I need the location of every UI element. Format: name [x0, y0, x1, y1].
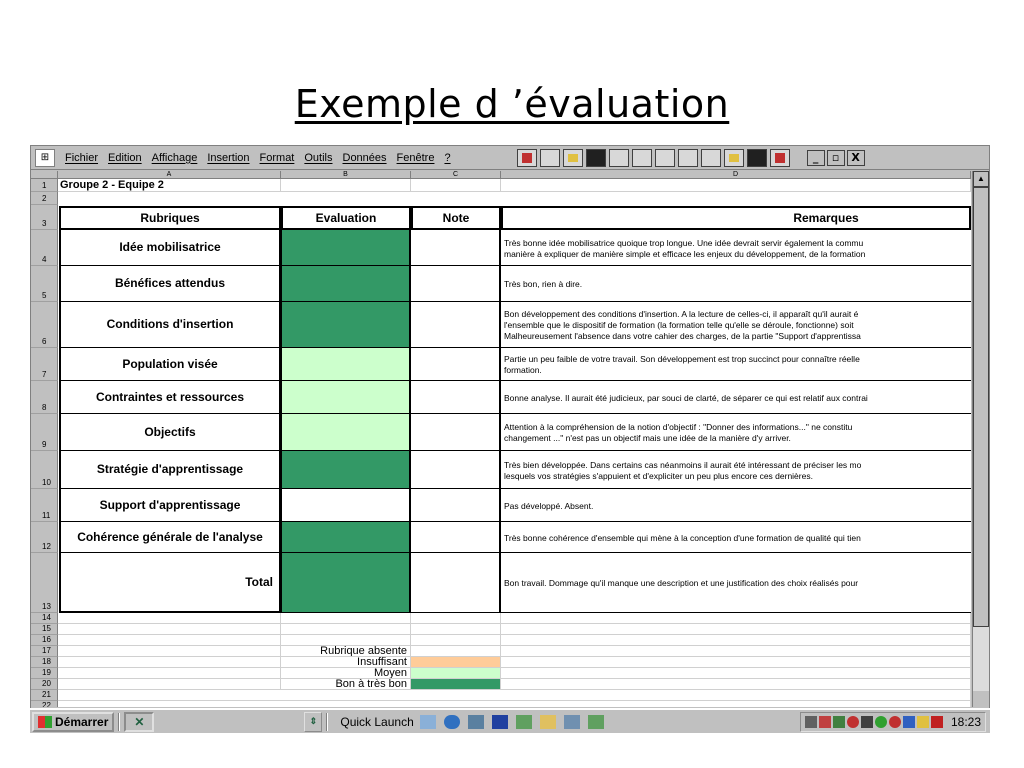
scroll-thumb[interactable] [973, 187, 989, 627]
cell[interactable] [501, 613, 971, 624]
cell[interactable] [281, 613, 411, 624]
cell[interactable] [501, 635, 971, 646]
menu-fichier[interactable]: Fichier [65, 151, 99, 164]
rubrique-cell[interactable]: Support d'apprentissage [59, 489, 281, 522]
word-icon[interactable] [492, 715, 508, 729]
note-cell[interactable] [411, 414, 501, 451]
toolbar [517, 149, 793, 167]
row-header[interactable]: 22 [31, 701, 58, 707]
explorer-icon[interactable] [588, 715, 604, 729]
legend-label: Rubrique absente [281, 646, 411, 657]
computer-icon[interactable] [564, 715, 580, 729]
remarque-cell[interactable]: Très bien développée. Dans certains cas néanmoins il aurait été intéressant de préciser les mo lesquels vos stratégies s'appuient et d'expliciter un peu plus encore ces dernières. [501, 451, 971, 489]
legend-label: Insuffisant [281, 657, 411, 668]
remarque-cell[interactable]: Très bon, rien à dire. [501, 266, 971, 302]
row-header[interactable]: 7 [31, 348, 58, 381]
rubrique-cell[interactable]: Cohérence générale de l'analyse [59, 522, 281, 553]
chart-icon[interactable] [517, 149, 537, 167]
vertical-scrollbar[interactable] [972, 171, 989, 707]
taskbar-separator [326, 713, 328, 731]
row-header[interactable]: 13 [31, 553, 58, 613]
cell[interactable] [411, 624, 501, 635]
separator-icon [586, 149, 606, 167]
form-icon[interactable] [678, 149, 698, 167]
cell[interactable] [501, 679, 971, 690]
cell[interactable] [58, 646, 281, 657]
row-header[interactable]: 3 [31, 205, 58, 230]
excel-task-icon[interactable]: ✕ [124, 712, 154, 732]
table-icon[interactable] [632, 149, 652, 167]
windows-taskbar [30, 708, 990, 733]
legend-swatch [411, 679, 501, 690]
cell[interactable] [58, 624, 281, 635]
row-header[interactable]: 9 [31, 414, 58, 451]
start-label: Démarrer [55, 714, 109, 729]
column-header-a[interactable]: A [58, 171, 281, 179]
excel-window [30, 145, 990, 733]
clipboard-icon[interactable] [701, 149, 721, 167]
tray-icon[interactable] [847, 716, 859, 728]
clock: 18:23 [950, 715, 981, 729]
minimize-button[interactable]: _ [807, 150, 825, 166]
cell[interactable] [58, 635, 281, 646]
quick-launch-icons [420, 715, 612, 729]
cell[interactable] [501, 624, 971, 635]
open-folder-icon[interactable] [563, 149, 583, 167]
remarque-cell[interactable]: Bon développement des conditions d'insertion. A la lecture de celles-ci, il apparaît qu'il aurait é l'ensemble que le dispositif de formation (la formation telle qu'elle se déroule, fonctionne) soit Malheureusement l'absence dans votre cahier des charges, de la partie "Support d'apprentissa [501, 302, 971, 348]
tray-icon[interactable] [889, 716, 901, 728]
help-icon[interactable] [747, 149, 767, 167]
menu-bar [31, 146, 989, 170]
menu-fenetre[interactable]: Fenêtre [396, 151, 435, 164]
system-tray [800, 712, 986, 732]
cell[interactable] [411, 635, 501, 646]
row-header[interactable]: 15 [31, 624, 58, 635]
rubrique-cell[interactable]: Objectifs [59, 414, 281, 451]
edit-icon[interactable] [420, 715, 436, 729]
highlighter-icon[interactable] [724, 149, 744, 167]
row-header[interactable]: 2 [31, 192, 58, 205]
cell[interactable] [501, 657, 971, 668]
menu-affichage[interactable]: Affichage [151, 151, 198, 164]
row-header[interactable]: 6 [31, 302, 58, 348]
evaluation-cell[interactable] [281, 414, 411, 451]
row-header[interactable]: 4 [31, 230, 58, 266]
excel-doc-icon[interactable]: ⊞ [35, 149, 55, 167]
row-header[interactable]: 5 [31, 266, 58, 302]
row-header[interactable]: 1 [31, 179, 58, 192]
note-cell[interactable] [411, 489, 501, 522]
evaluation-cell[interactable] [281, 348, 411, 381]
browser-icon[interactable] [444, 715, 460, 729]
folder-icon[interactable] [540, 715, 556, 729]
cell[interactable] [501, 668, 971, 679]
cell[interactable] [58, 701, 971, 707]
window-controls [805, 150, 865, 166]
row-header[interactable]: 11 [31, 489, 58, 522]
cell[interactable] [281, 624, 411, 635]
row-header[interactable]: 20 [31, 679, 58, 690]
legend-label: Bon à très bon [281, 679, 411, 690]
rubrique-cell[interactable]: Idée mobilisatrice [59, 230, 281, 266]
spreadsheet-grid [31, 171, 971, 707]
remarque-cell[interactable]: Bon travail. Dommage qu'il manque une description et une justification des choix réalisés pour [501, 553, 971, 613]
menu-edition[interactable]: Edition [108, 151, 142, 164]
evaluation-cell[interactable] [281, 230, 411, 266]
cell[interactable] [281, 635, 411, 646]
row-header[interactable]: 17 [31, 646, 58, 657]
tray-icon[interactable] [805, 716, 817, 728]
row-header[interactable]: 19 [31, 668, 58, 679]
column-header-b[interactable]: B [281, 171, 411, 179]
legend-label: Moyen [281, 668, 411, 679]
legend-swatch [411, 646, 501, 657]
cell[interactable] [411, 613, 501, 624]
remarque-cell[interactable]: Pas développé. Absent. [501, 489, 971, 522]
cell[interactable] [58, 679, 281, 690]
row-header[interactable]: 14 [31, 613, 58, 624]
row-header[interactable]: 21 [31, 690, 58, 701]
evaluation-cell[interactable] [281, 266, 411, 302]
cell[interactable] [58, 657, 281, 668]
legend-swatch [411, 657, 501, 668]
note-cell[interactable] [411, 553, 501, 613]
cell[interactable] [58, 690, 971, 701]
note-cell[interactable] [411, 451, 501, 489]
tray-icon[interactable] [861, 716, 873, 728]
note-cell[interactable] [411, 230, 501, 266]
tray-icon[interactable] [903, 716, 915, 728]
save-icon[interactable] [609, 149, 629, 167]
rubrique-cell[interactable]: Stratégie d'apprentissage [59, 451, 281, 489]
evaluation-cell[interactable] [281, 489, 411, 522]
taskbar-separator [118, 713, 120, 731]
start-button[interactable] [32, 712, 114, 732]
evaluation-cell[interactable] [281, 553, 411, 613]
checklist-icon[interactable] [655, 149, 675, 167]
cell[interactable] [281, 179, 411, 192]
row-header[interactable]: 18 [31, 657, 58, 668]
windows-logo-icon [38, 716, 52, 728]
menu-help[interactable]: ? [444, 151, 451, 164]
column-header-c[interactable]: C [411, 171, 501, 179]
rubrique-cell[interactable]: Population visée [59, 348, 281, 381]
cell[interactable] [411, 179, 501, 192]
group-label-cell[interactable]: Groupe 2 - Equipe 2 [58, 179, 281, 192]
quick-launch-label: Quick Launch [340, 714, 414, 729]
note-cell[interactable] [411, 302, 501, 348]
cell[interactable] [501, 179, 971, 192]
menu-donnees[interactable]: Données [342, 151, 387, 164]
remarque-cell[interactable]: Partie un peu faible de votre travail. Son développement est trop succinct pour connaître réelle formation. [501, 348, 971, 381]
header-evaluation[interactable]: Evaluation [281, 206, 411, 230]
cell[interactable] [501, 646, 971, 657]
legend-swatch [411, 668, 501, 679]
restore-button[interactable]: ▫ [827, 150, 845, 166]
menu-outils[interactable]: Outils [304, 151, 333, 164]
header-note[interactable]: Note [411, 206, 501, 230]
rubrique-cell[interactable]: Conditions d'insertion [59, 302, 281, 348]
note-cell[interactable] [411, 266, 501, 302]
evaluation-cell[interactable] [281, 302, 411, 348]
cell[interactable] [58, 668, 281, 679]
tray-icon[interactable] [875, 716, 887, 728]
menu-insertion[interactable]: Insertion [207, 151, 250, 164]
tray-icon[interactable] [917, 716, 929, 728]
remarque-cell[interactable]: Très bonne cohérence d'ensemble qui mène à la conception d'une formation de qualité qui tien [501, 522, 971, 553]
evaluation-cell[interactable] [281, 451, 411, 489]
note-cell[interactable] [411, 348, 501, 381]
cell[interactable] [58, 613, 281, 624]
remarque-cell[interactable]: Attention à la compréhension de la notion d'objectif : "Donner des informations..." ne constitu changement ..." n'est pas un objectif mais une idée de la manière d'y arriver. [501, 414, 971, 451]
header-remarques[interactable]: Remarques [501, 206, 971, 230]
remarque-cell[interactable]: Très bonne idée mobilisatrice quoique trop longue. Une idée devrait servir également la commu manière à expliquer de manière simple et efficace les enjeux du développement, de la formation [501, 230, 971, 266]
rubrique-cell[interactable]: Contraintes et ressources [59, 381, 281, 414]
close-button[interactable]: X [847, 150, 865, 166]
new-sheet-icon[interactable] [540, 149, 560, 167]
header-rubriques[interactable]: Rubriques [59, 206, 281, 230]
evaluation-cell[interactable] [281, 381, 411, 414]
menu-format[interactable]: Format [259, 151, 295, 164]
row-header[interactable]: 10 [31, 451, 58, 489]
slide-title: Exemple d ’évaluation [294, 82, 730, 126]
network-icon[interactable] [468, 715, 484, 729]
tray-icon[interactable] [833, 716, 845, 728]
assistant-icon[interactable] [770, 149, 790, 167]
column-header-d[interactable]: D [501, 171, 971, 179]
scroll-up-icon[interactable]: ▲ [973, 171, 989, 187]
select-all-corner[interactable] [31, 171, 58, 179]
remarque-cell[interactable]: Bonne analyse. Il aurait été judicieux, par souci de clarté, de séparer ce qui est relatif aux contrai [501, 381, 971, 414]
rubrique-cell[interactable]: Bénéfices attendus [59, 266, 281, 302]
row-header[interactable]: 16 [31, 635, 58, 646]
tree-icon[interactable] [516, 715, 532, 729]
yahoo-icon[interactable] [931, 716, 943, 728]
total-label-cell[interactable]: Total [59, 553, 281, 613]
taskbar-scroll-icon[interactable]: ⇕ [304, 712, 322, 732]
row-header[interactable]: 12 [31, 522, 58, 553]
tray-icon[interactable] [819, 716, 831, 728]
evaluation-cell[interactable] [281, 522, 411, 553]
note-cell[interactable] [411, 522, 501, 553]
row-header[interactable]: 8 [31, 381, 58, 414]
note-cell[interactable] [411, 381, 501, 414]
